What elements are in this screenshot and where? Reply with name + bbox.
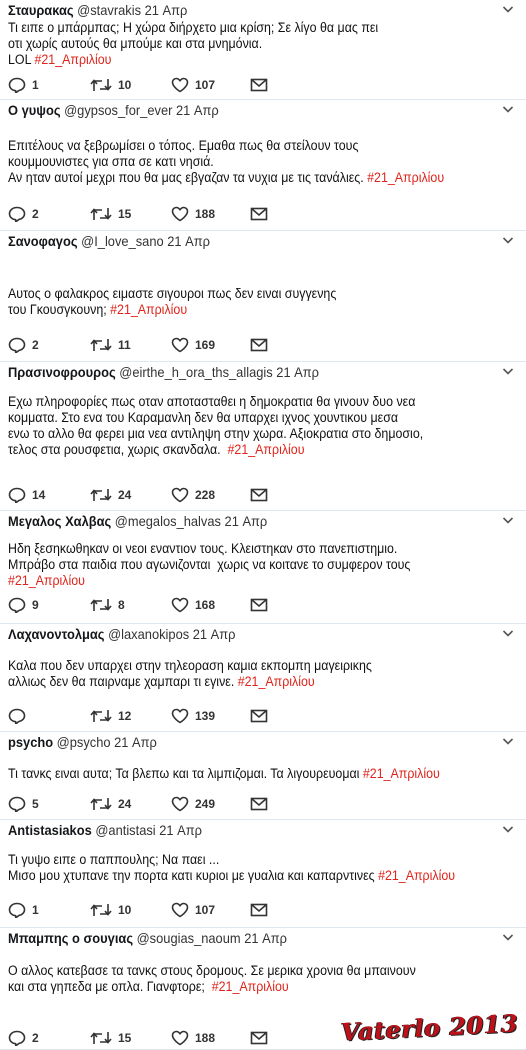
chevron-down-icon[interactable]	[502, 626, 514, 638]
tweet-header	[8, 102, 219, 118]
tweet-date[interactable]: 21 Απρ	[114, 734, 157, 750]
retweet-count: 8	[118, 598, 125, 612]
author-name[interactable]: Σταυρακας	[8, 2, 74, 18]
tweet-text-line: Μπράβο στα παιδια που αγωνιζονται χωρις να κοιτανε το συμφερον τους	[8, 557, 411, 572]
hashtag-link[interactable]: #21_Απριλίου	[227, 442, 305, 457]
tweet-text-line: κουμμουνιστες για σπα σε κατι νησιά.	[8, 154, 214, 169]
like-count: 228	[195, 488, 216, 502]
like-icon	[171, 597, 189, 613]
message-button[interactable]	[250, 794, 268, 814]
like-button[interactable]	[171, 900, 215, 920]
tweet[interactable]	[0, 362, 526, 511]
tweet[interactable]	[0, 820, 526, 928]
tweet[interactable]	[0, 231, 526, 362]
message-button[interactable]	[250, 706, 268, 726]
tweet-text-line: Μισο μου χτυπανε την πορτα κατι κυριοι με γυαλια και καπαρντινες	[8, 868, 379, 883]
reply-button[interactable]	[8, 794, 39, 814]
message-icon	[250, 903, 268, 917]
tweet-text	[8, 394, 423, 458]
retweet-button[interactable]	[90, 595, 125, 615]
tweet-actions	[8, 794, 288, 814]
hashtag-link[interactable]: #21_Απριλίου	[110, 302, 188, 317]
like-button[interactable]	[171, 335, 215, 355]
tweet-text-line: τελος στα ρουσφετια, χωρις σκανδαλα.	[8, 442, 228, 457]
like-button[interactable]	[171, 794, 215, 814]
author-handle[interactable]: @antistasi	[95, 822, 156, 838]
author-handle[interactable]: @eirthe_h_ora_ths_allagis	[119, 364, 273, 380]
tweet-text-line: του Γκουσγκουνη;	[8, 302, 111, 317]
tweet-actions	[8, 706, 288, 726]
retweet-count: 10	[118, 903, 132, 917]
like-count: 107	[195, 78, 216, 92]
tweet-text-line: Καλα που δεν υπαρχει στην τηλεοραση καμια εκπομπη μαγειρικης	[8, 658, 372, 673]
chevron-down-icon[interactable]	[502, 734, 514, 746]
hashtag-link[interactable]: #21_Απριλίου	[362, 766, 440, 781]
retweet-button[interactable]	[90, 75, 131, 95]
retweet-icon	[90, 597, 112, 613]
tweet-text	[8, 658, 372, 690]
like-icon	[171, 487, 189, 503]
retweet-button[interactable]	[90, 794, 131, 814]
tweet-date[interactable]: 21 Απρ	[192, 626, 236, 642]
like-count: 168	[195, 598, 216, 612]
tweet-text-line: ενω το αλλο θα φερει μια νεα αντιληψη στην χωρα. Αξιοκρατια στο δημοσιο,	[8, 426, 424, 441]
tweet[interactable]	[0, 624, 526, 732]
author-handle[interactable]: @I_love_sano	[81, 233, 164, 249]
reply-count: 14	[32, 488, 46, 502]
watermark: Vaterlo 2013	[340, 1008, 519, 1047]
chevron-down-icon[interactable]	[502, 930, 514, 942]
retweet-count: 24	[118, 797, 132, 811]
like-count: 188	[195, 1031, 216, 1045]
message-icon	[250, 338, 268, 352]
message-button[interactable]	[250, 204, 268, 224]
retweet-count: 15	[118, 207, 132, 221]
tweet-date[interactable]: 21 Απρ	[276, 364, 320, 380]
message-icon	[250, 598, 268, 612]
like-button[interactable]	[171, 595, 215, 615]
tweet-actions	[8, 485, 288, 505]
tweet-text-line: κομματα. Στο ενα του Καραμανλη δεν θα υπαρχει ιχνος χουντικου μεσα	[8, 410, 399, 425]
tweet-text	[8, 541, 410, 589]
author-handle[interactable]: @gypsos_for_ever	[64, 102, 173, 118]
tweet-text-line: LOL	[8, 52, 35, 67]
message-button[interactable]	[250, 900, 268, 920]
reply-count: 9	[32, 598, 39, 612]
tweet-actions	[8, 1028, 288, 1048]
like-count: 139	[195, 709, 216, 723]
tweet-text-line: Εχω πληροφορίες πως οταν αποτασταθει η δημοκρατια θα γινουν δυο νεα	[8, 394, 416, 409]
reply-count: 2	[32, 338, 39, 352]
like-icon	[171, 902, 189, 918]
tweet-actions	[8, 900, 288, 920]
reply-icon	[8, 1030, 26, 1046]
like-button[interactable]	[171, 1028, 215, 1048]
tweet-actions	[8, 75, 288, 95]
message-icon	[250, 488, 268, 502]
reply-icon	[8, 77, 26, 93]
reply-button[interactable]	[8, 706, 32, 726]
author-name[interactable]: Μεγαλος Χαλβας	[8, 513, 112, 529]
tweet-text	[8, 766, 440, 782]
tweet-header	[8, 626, 235, 642]
tweet-date[interactable]: 21 Απρ	[144, 2, 188, 18]
retweet-button[interactable]	[90, 1028, 131, 1048]
hashtag-link[interactable]: #21_Απριλίου	[237, 674, 315, 689]
retweet-count: 12	[118, 709, 132, 723]
retweet-count: 24	[118, 488, 132, 502]
message-button[interactable]	[250, 1028, 268, 1048]
reply-button[interactable]	[8, 1028, 39, 1048]
reply-icon	[8, 708, 26, 724]
tweet-text	[8, 20, 378, 68]
like-button[interactable]	[171, 485, 215, 505]
reply-count: 1	[32, 903, 39, 917]
author-name[interactable]: Antistasiakos	[8, 822, 92, 838]
tweet-text-line: Ο αλλος κατεβασε τα τανκς στους δρομους. Σε μερικα χρονια θα μπαινουν	[8, 963, 416, 978]
like-icon	[171, 1030, 189, 1046]
retweet-button[interactable]	[90, 900, 131, 920]
tweet-date[interactable]: 21 Απρ	[175, 102, 219, 118]
like-icon	[171, 337, 189, 353]
tweet-actions	[8, 595, 288, 615]
message-icon	[250, 1031, 268, 1045]
tweet-text-line: αλλιως δεν θα παιρναμε χαμπαρι τι εγινε.	[8, 674, 238, 689]
tweet-actions	[8, 204, 288, 224]
tweet-actions	[8, 335, 288, 355]
retweet-count: 11	[118, 338, 131, 352]
reply-icon	[8, 337, 26, 353]
reply-button[interactable]	[8, 204, 39, 224]
reply-button[interactable]	[8, 485, 45, 505]
author-handle[interactable]: @stavrakis	[77, 2, 142, 18]
reply-button[interactable]	[8, 595, 39, 615]
tweet-text-line: Τι ειπε ο μπάρμπας; Η χώρα διήρχετο μια κρίση; Σε λίγο θα μας πει	[8, 20, 379, 35]
retweet-icon	[90, 1030, 112, 1046]
author-handle[interactable]: @psycho	[56, 734, 111, 750]
hashtag-link[interactable]: #21_Απριλίου	[367, 170, 445, 185]
retweet-count: 15	[118, 1031, 132, 1045]
like-icon	[171, 708, 189, 724]
author-name[interactable]: Λαχανοντολμας	[8, 626, 105, 642]
retweet-icon	[90, 337, 112, 353]
tweet[interactable]	[0, 732, 526, 820]
reply-icon	[8, 796, 26, 812]
retweet-icon	[90, 487, 112, 503]
tweet-header	[8, 233, 210, 249]
tweet-header	[8, 2, 187, 18]
tweet-text	[8, 138, 444, 186]
like-icon	[171, 796, 189, 812]
like-count: 169	[195, 338, 216, 352]
tweet-text	[8, 963, 416, 995]
message-icon	[250, 78, 268, 92]
like-count: 249	[195, 797, 216, 811]
retweet-icon	[90, 902, 112, 918]
message-icon	[250, 207, 268, 221]
tweet-header	[8, 364, 319, 380]
author-handle[interactable]: @sougias_naoum	[136, 930, 241, 946]
tweet-text-line: Επιτέλους να ξεβρωμίσει ο τόπος. Εμαθα πως θα στείλουν τους	[8, 138, 359, 153]
tweet[interactable]	[0, 0, 526, 100]
retweet-count: 10	[118, 78, 132, 92]
retweet-icon	[90, 708, 112, 724]
hashtag-link[interactable]: #21_Απριλίου	[34, 52, 112, 67]
reply-count: 5	[32, 797, 39, 811]
retweet-icon	[90, 77, 112, 93]
author-name[interactable]: Πρασινοφρουρος	[8, 364, 116, 380]
chevron-down-icon[interactable]	[502, 102, 514, 114]
like-button[interactable]	[171, 204, 215, 224]
author-name[interactable]: Σανοφαγος	[8, 233, 78, 249]
message-button[interactable]	[250, 485, 268, 505]
tweet-header	[8, 734, 157, 750]
reply-icon	[8, 597, 26, 613]
message-button[interactable]	[250, 75, 268, 95]
hashtag-link[interactable]: #21_Απριλίου	[211, 979, 289, 994]
reply-button[interactable]	[8, 335, 39, 355]
retweet-button[interactable]	[90, 204, 131, 224]
author-name[interactable]: Μπαμπης ο σουγιας	[8, 930, 134, 946]
retweet-button[interactable]	[90, 485, 131, 505]
tweet-text-line: και στα γηπεδα με οπλα. Γιανφτορε;	[8, 979, 212, 994]
author-handle[interactable]: @laxanokipos	[108, 626, 190, 642]
chevron-down-icon[interactable]	[502, 513, 514, 525]
tweet-text	[8, 286, 336, 318]
author-handle[interactable]: @megalos_halvas	[114, 513, 221, 529]
reply-icon	[8, 902, 26, 918]
reply-count: 2	[32, 207, 39, 221]
like-count: 107	[195, 903, 216, 917]
hashtag-link[interactable]: #21_Απριλίου	[8, 573, 85, 588]
tweet-text	[8, 852, 455, 884]
chevron-down-icon[interactable]	[502, 233, 514, 245]
tweet-text-line: Τι γυψο ειπε ο παππουλης; Να παει ...	[8, 852, 220, 867]
reply-button[interactable]	[8, 900, 39, 920]
reply-icon	[8, 487, 26, 503]
chevron-down-icon[interactable]	[502, 364, 514, 376]
message-button[interactable]	[250, 335, 268, 355]
like-icon	[171, 206, 189, 222]
tweet-text-line: Αν ηταν αυτοί μεχρι που θα μας εβγαζαν τα νυχια με τις τανάλιες.	[8, 170, 368, 185]
tweet-text-line: Τι τανκς ειναι αυτα; Τα βλεπω και τα λιμπιζομαι. Τα λιγουρευομαι	[8, 766, 363, 781]
tweet-date[interactable]: 21 Απρ	[167, 233, 210, 249]
chevron-down-icon[interactable]	[502, 2, 514, 14]
message-icon	[250, 797, 268, 811]
message-icon	[250, 709, 268, 723]
hashtag-link[interactable]: #21_Απριλίου	[378, 868, 456, 883]
reply-count: 2	[32, 1031, 39, 1045]
tweet-date[interactable]: 21 Απρ	[159, 822, 202, 838]
tweet-header	[8, 930, 287, 946]
retweet-button[interactable]	[90, 335, 131, 355]
reply-count: 1	[32, 78, 39, 92]
tweet-text-line: οτι χωρίς αυτούς θα μπούμε και στα μνημόνια.	[8, 36, 263, 51]
tweet[interactable]	[0, 100, 526, 231]
like-button[interactable]	[171, 706, 215, 726]
tweet-text-line: Ηδη ξεσηκωθηκαν οι νεοι εναντιον τους. Κλειστηκαν στο πανεπιστημιο.	[8, 541, 398, 556]
tweet-header	[8, 513, 267, 529]
tweet-text-line: Αυτος ο φαλακρος ειμαστε σιγουροι πως δεν ειναι συγγενης	[8, 286, 337, 301]
tweet[interactable]	[0, 511, 526, 624]
reply-button[interactable]	[8, 75, 39, 95]
like-icon	[171, 77, 189, 93]
message-button[interactable]	[250, 595, 268, 615]
author-name[interactable]: Ο γυψος	[8, 102, 61, 118]
tweet-date[interactable]: 21 Απρ	[244, 930, 287, 946]
retweet-icon	[90, 796, 112, 812]
chevron-down-icon[interactable]	[502, 822, 514, 834]
tweet-date[interactable]: 21 Απρ	[224, 513, 268, 529]
reply-icon	[8, 206, 26, 222]
like-button[interactable]	[171, 75, 215, 95]
retweet-icon	[90, 206, 112, 222]
like-count: 188	[195, 207, 216, 221]
tweet-header	[8, 822, 202, 838]
retweet-button[interactable]	[90, 706, 131, 726]
author-name[interactable]: psycho	[8, 734, 54, 750]
